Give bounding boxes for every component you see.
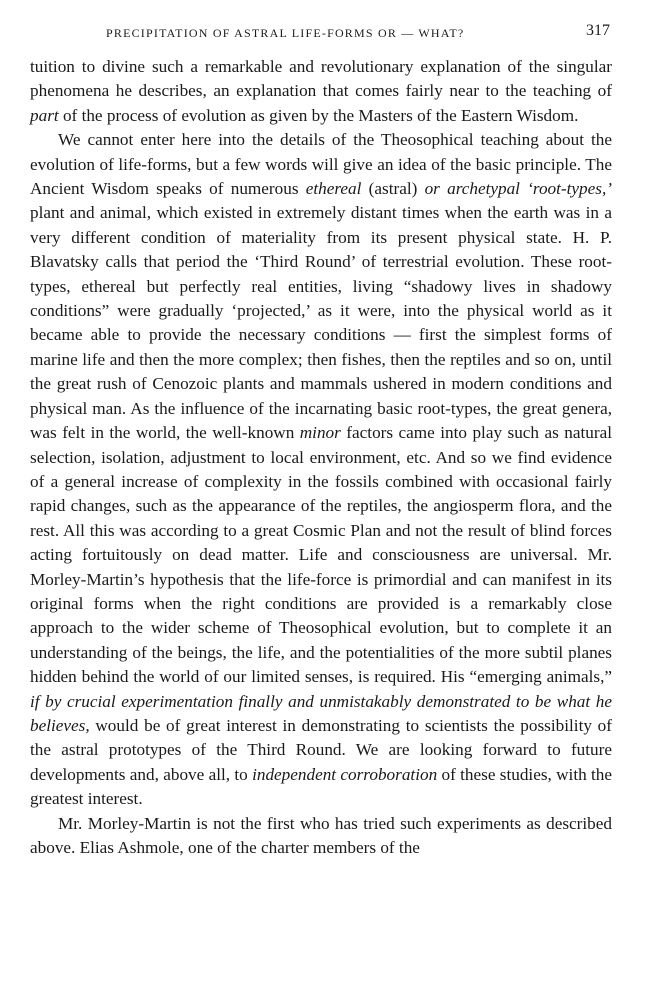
- italic-run: if by crucial experimentation finally and unmistakably demonstrated to be what he believes,: [30, 691, 612, 735]
- text-run: Mr. Morley-Martin is not the first who has tried such experiments as described above. Elias Ashmole, one of the charter members of the: [30, 813, 612, 857]
- italic-run: part: [30, 105, 59, 125]
- italic-run: independent corroboration: [252, 764, 438, 784]
- text-run: plant and animal, which existed in extremely distant times when the earth was in a very different condition of materiality from its present physical state. H. P. Blavatsky calls that period the ‘Third Round’ of terrestrial evolution. These root-types, ethereal but perfectly real entities, living “shadowy lives in shadowy conditions” were gradually ‘projected,’ as it were, into the physical world as it became able to provide the necessary conditions — first the simplest forms of marine life and then the more complex; then fishes, then the reptiles and so on, until the great rush of Cenozoic plants and mammals ushered in modern conditions and physical man. As the influence of the incarnating basic root-types, the great genera, was felt in the world, the well-known: [30, 203, 612, 443]
- book-page: [30, 18, 612, 860]
- text-run: would be of great interest in demonstrating to scientists the possibility of the astral prototypes of the Third Round. We are looking forward to future developments and, above all, to: [30, 715, 612, 784]
- body-text: [30, 55, 612, 860]
- text-run: (astral): [361, 179, 425, 199]
- text-run: factors came into play such as natural selection, isolation, adjustment to local environment, etc. And so we find evidence of a general increase of complexity in the fossils combined with occasional fairly rapid changes, such as the appearance of the reptiles, the angiosperm flora, and the rest. All this was according to a great Cosmic Plan and not the result of blind forces acting fortuitously on dead matter. Life and consciousness are universal. Mr. Morley-Martin’s hypothesis that the life-force is primordial and can manifest in its original forms when the right conditions are provided is a remarkably close approach to the wider scheme of Theosophical evolution, but to complete it an understanding of the beings, the life, and the potentialities of the more subtil planes hidden behind the world of our limited senses, is required. His “emerging animals,”: [30, 423, 612, 687]
- text-run: of these studies, with the greatest interest.: [30, 764, 613, 809]
- text-run: of the process of evolution as given by the Masters of the Eastern Wisdom.: [58, 105, 579, 125]
- paragraph-2: [30, 128, 612, 811]
- paragraph-3: [30, 812, 612, 861]
- running-head: PRECIPITATION OF ASTRAL LIFE-FORMS OR — WHAT?: [106, 26, 465, 40]
- paragraph-1: [30, 55, 612, 128]
- page-number: 317: [586, 22, 610, 39]
- page-header: [30, 18, 612, 44]
- italic-run: ethereal: [305, 179, 362, 199]
- text-run: tuition to divine such a remarkable and revolutionary explanation of the singular phenomena he describes, an explanation that comes fairly near to the teaching of: [30, 57, 612, 101]
- italic-run: minor: [299, 423, 341, 443]
- text-run: We cannot enter here into the details of the Theosophical teaching about the evolution of life-forms, but a few words will give an idea of the basic principle. The Ancient Wisdom speaks of numerous: [30, 130, 612, 199]
- italic-run: or archetypal ‘root-types,’: [424, 179, 612, 199]
